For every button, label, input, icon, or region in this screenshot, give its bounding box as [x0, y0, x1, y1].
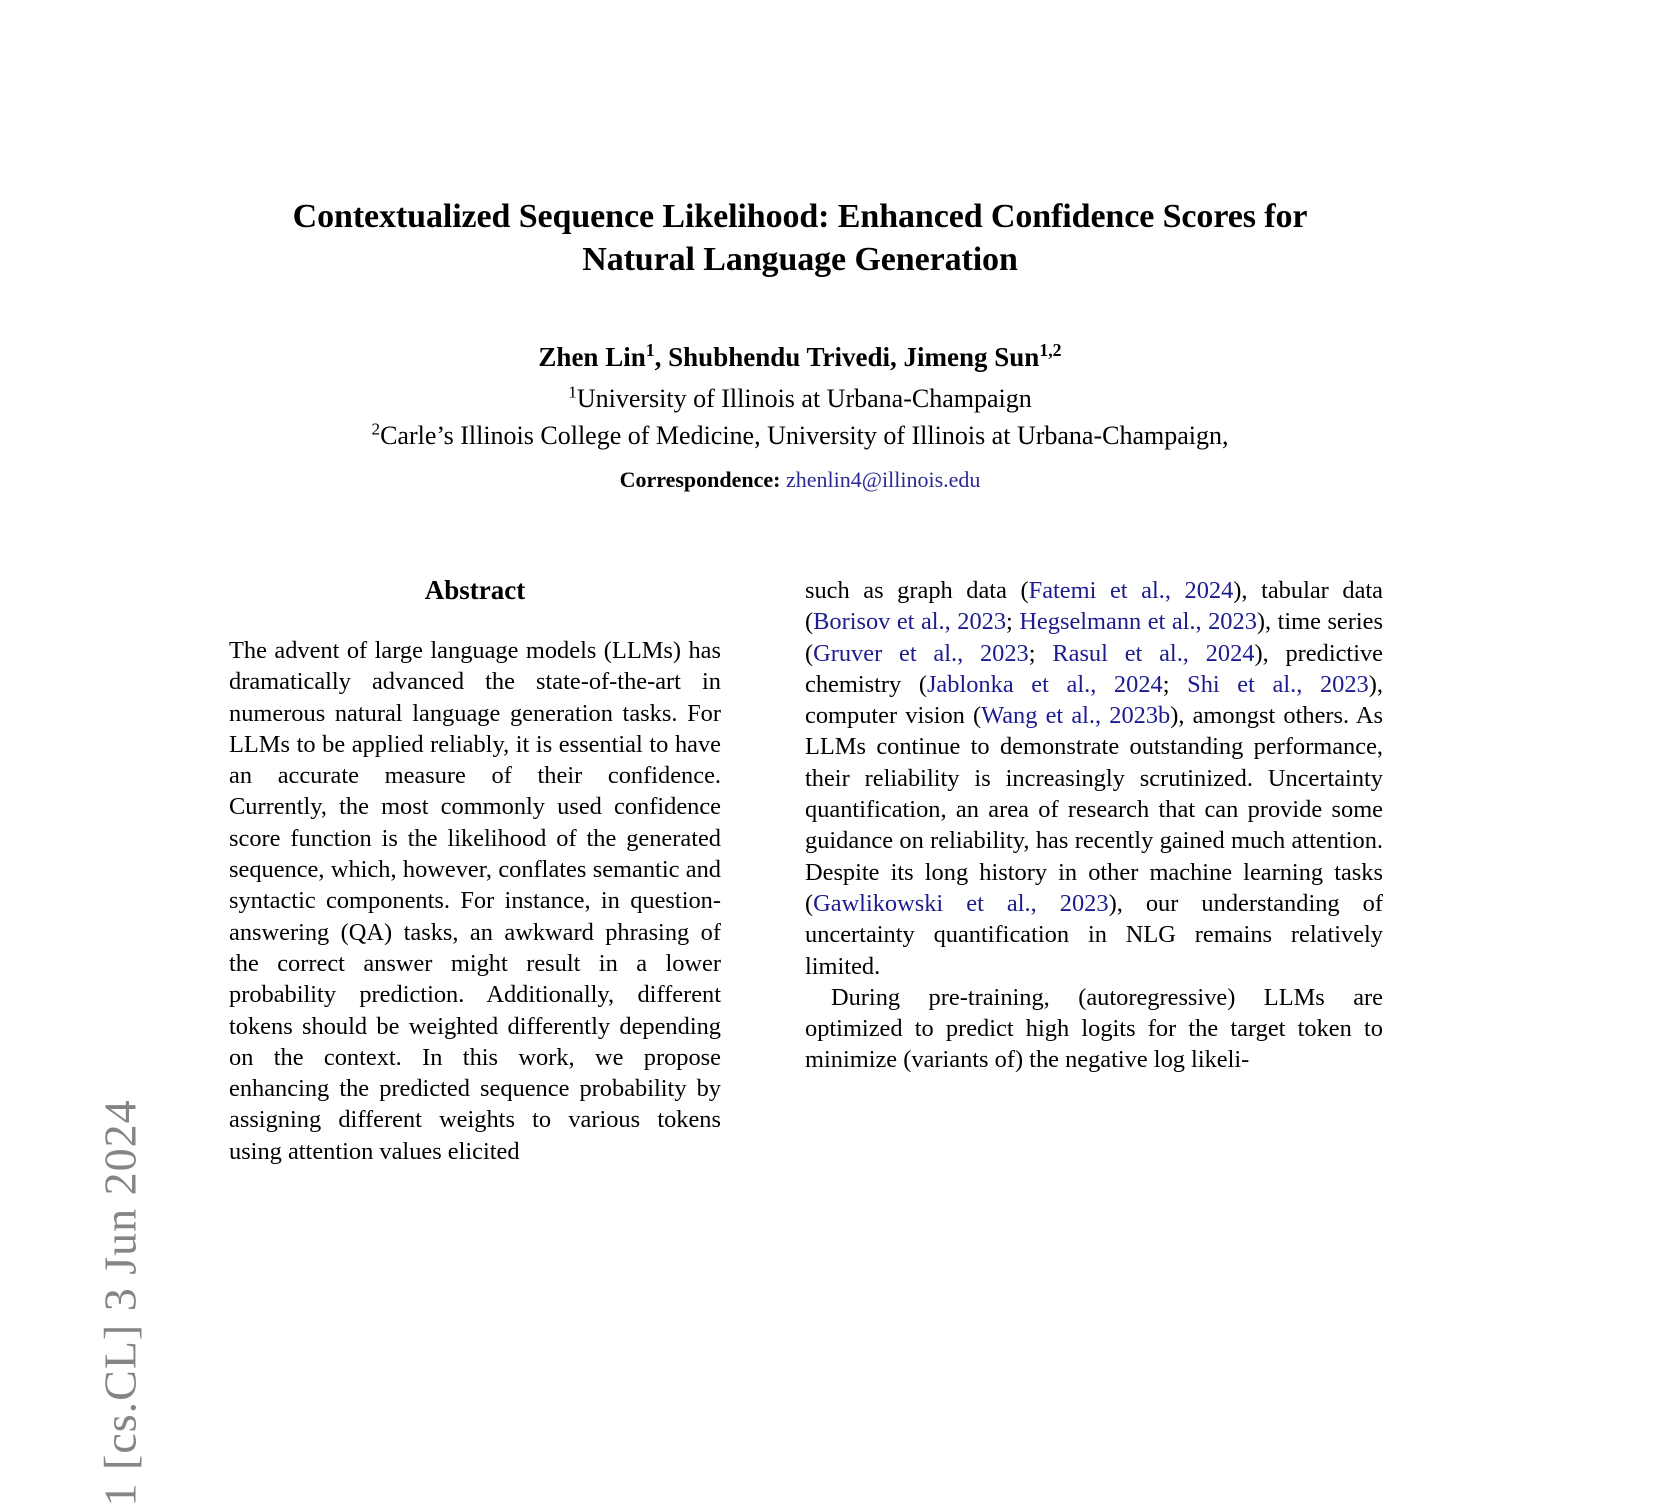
citation-link[interactable]: Borisov et al., 2023 [813, 608, 1007, 636]
text-segment: such as graph data ( [805, 577, 1029, 604]
abstract-heading: Abstract [424, 575, 526, 605]
intro-paragraph-2: During pre-training, (autoregressive) LLMs are optimized to predict high logits for the target token to minimize (variants of) the negative log likeli- [805, 983, 1383, 1074]
paper-header [210, 196, 1390, 493]
text-segment: ), our understanding of uncertainty quantification in NLG remains relatively limited. [805, 889, 1383, 980]
citation-link[interactable]: Jablonka et al., 2024 [926, 670, 1163, 698]
author-name: Shubhendu Trivedi [668, 341, 891, 372]
body-columns [0, 575, 1654, 1241]
arxiv-stamp-text: 1 [cs.CL] 3 Jun 2024 [94, 1099, 146, 1507]
abstract-paragraph: The advent of large language models (LLMs) has dramatically advanced the state-of-the-art in numerous natural language generation tasks. For LLMs to be applied reliably, it is essential to have an accurate measure of their confidence. Currently, the most commonly used confidence score function is the likelihood of the generated sequence, which, however, conflates semantic and syntactic components. For instance, in question-answering (QA) tasks, an awkward phrasing of the correct answer might result in a lower probability prediction. Additionally, different tokens should be weighted differently depending on the context. In this work, we propose enhancing the predicted sequence probability by assigning different weights to various tokens using attention values elicited [229, 637, 721, 1165]
citation-link[interactable]: Rasul et al., 2024 [1052, 639, 1255, 667]
author-separator: , [890, 341, 904, 372]
left-column [229, 575, 721, 1167]
title-line-2: Natural Language Generation [582, 240, 1018, 278]
affiliation-marker: 2 [371, 419, 381, 438]
affiliation-marker: 1 [568, 382, 577, 402]
affiliation-text: University of Illinois at Urbana-Champaign [576, 383, 1032, 413]
author-separator: , [654, 341, 669, 372]
text-segment: ), predictive chemistry ( [805, 639, 1383, 698]
text-segment: ; [1162, 670, 1188, 698]
correspondence [210, 467, 1390, 493]
affiliation-text: Carle’s Illinois College of Medicine, University of Illinois at Urbana-Champaign, [380, 420, 1229, 450]
correspondence-email-link[interactable]: zhenlin4@illinois.edu [786, 466, 981, 492]
author-list [210, 340, 1390, 375]
citation-link[interactable]: Shi et al., 2023 [1187, 670, 1369, 698]
text-segment: ), time series ( [805, 608, 1383, 667]
citation-link[interactable]: Hegselmann et al., 2023 [1019, 608, 1257, 636]
citation-link[interactable]: Gruver et al., 2023 [813, 639, 1029, 667]
author-affiliation-marker: 1 [645, 339, 655, 360]
author-affiliation-marker: 1,2 [1039, 339, 1062, 360]
right-column [805, 575, 1383, 1076]
text-segment: ), tabular data ( [805, 577, 1383, 636]
page-title [210, 196, 1390, 282]
title-line-1: Contextualized Sequence Likelihood: Enhanced Confidence Scores for [292, 198, 1308, 235]
affiliation-1 [210, 381, 1390, 418]
intro-paragraph-1 [805, 575, 1383, 982]
citation-link[interactable]: Fatemi et al., 2024 [1028, 577, 1234, 604]
citation-link[interactable]: Gawlikowski et al., 2023 [813, 889, 1109, 917]
text-segment: ; [1028, 639, 1053, 667]
author-name: Jimeng Sun [903, 341, 1040, 372]
affiliation-2 [210, 418, 1390, 455]
text-segment: ), computer vision ( [805, 670, 1383, 730]
text-segment: ; [1006, 608, 1020, 636]
correspondence-label: Correspondence: [619, 466, 781, 492]
citation-link[interactable]: Wang et al., 2023b [981, 702, 1171, 730]
author-name: Zhen Lin [538, 341, 646, 372]
text-segment: ), amongst others. As LLMs continue to demonstrate outstanding performance, their reliability is increasingly scrutinized. Uncertainty quantification, an area of research that can provide some guidance on reliability, has recently gained much attention. Despite its long history in other machine learning tasks ( [805, 702, 1384, 917]
